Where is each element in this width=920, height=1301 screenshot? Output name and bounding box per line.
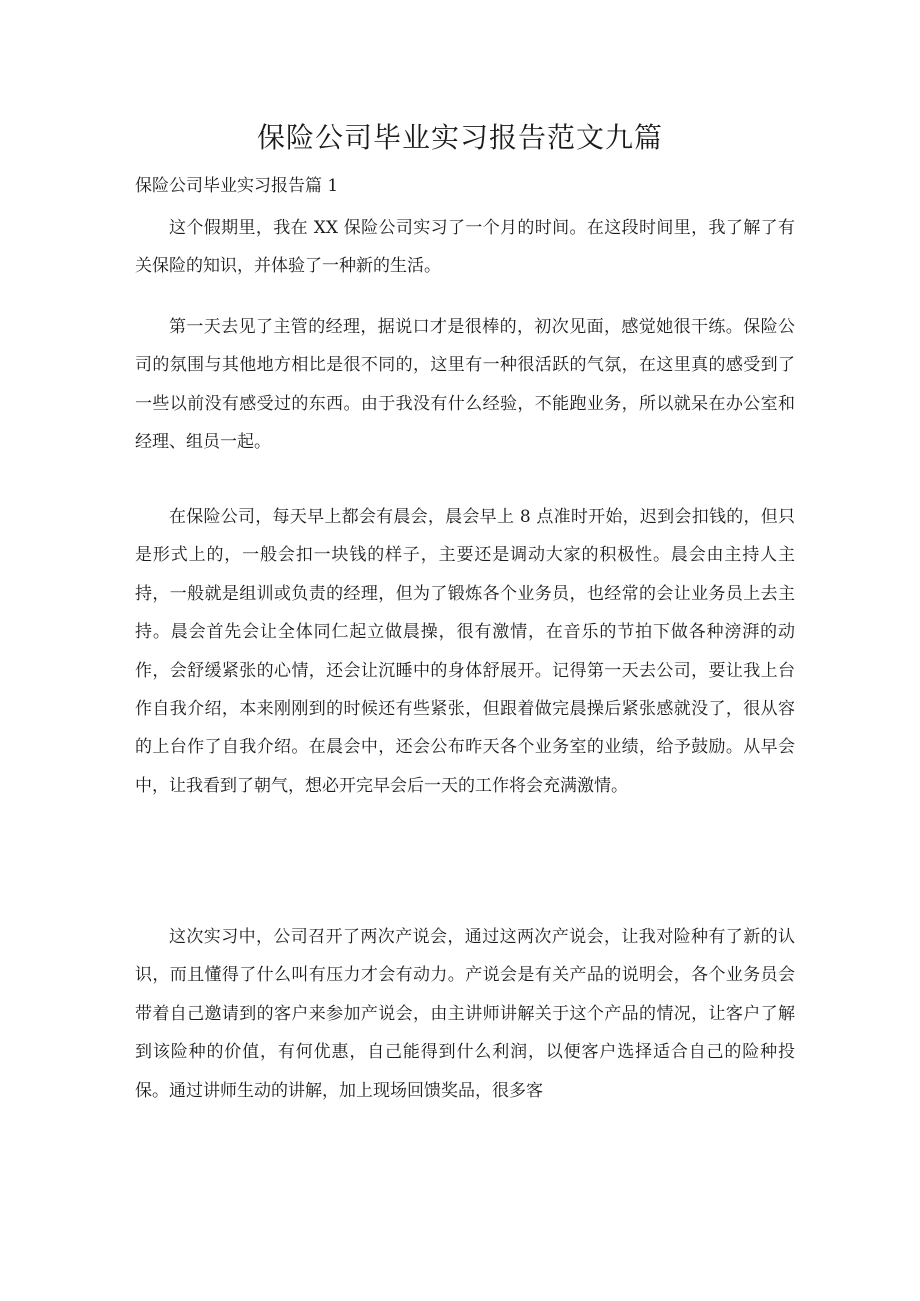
section-heading: 保险公司毕业实习报告篇 1 xyxy=(135,176,339,196)
paragraph-4: 这次实习中，公司召开了两次产说会，通过这两次产说会，让我对险种有了新的认识，而且懂得了什么叫有压力才会有动力。产说会是有关产品的说明会，各个业务员会带着自己邀请到的客户来参加产说会，由主讲师讲解关于这个产品的情况，让客户了解到该险种的价值，有何优惠，自己能得到什么利润，以便客户选择适合自己的险种投保。通过讲师生动的讲解，加上现场回馈奖品，很多客 xyxy=(135,927,795,1101)
paragraph-1: 这个假期里，我在 XX 保险公司实习了一个月的时间。在这段时间里，我了解了有关保险的知识，并体验了一种新的生活。 xyxy=(135,218,795,277)
paragraph-3: 在保险公司，每天早上都会有晨会，晨会早上 8 点准时开始，迟到会扣钱的，但只是形式上的，一般会扣一块钱的样子，主要还是调动大家的积极性。晨会由主持人主持，一般就是组训或负责的经理，但为了锻炼各个业务员，也经常的会让业务员上去主持。晨会首先会让全体同仁起立做晨操，很有激情，在音乐的节拍下做各种滂湃的动作，会舒缓紧张的心情，还会让沉睡中的身体舒展开。记得第一天去公司，要让我上台作自我介绍，本来刚刚到的时候还有些紧张，但跟着做完晨操后紧张感就没了，很从容的上台作了自我介绍。在晨会中，还会公布昨天各个业务室的业绩，给予鼓励。从早会中，让我看到了朝气，想必开完早会后一天的工作将会充满激情。 xyxy=(135,507,795,796)
document-title: 保险公司毕业实习报告范文九篇 xyxy=(256,121,663,154)
paragraph-2: 第一天去见了主管的经理，据说口才是很棒的，初次见面，感觉她很干练。保险公司的氛围与其他地方相比是很不同的，这里有一种很活跃的气氛，在这里真的感受到了一些以前没有感受过的东西。由于我没有什么经验，不能跑业务，所以就呆在办公室和经理、组员一起。 xyxy=(135,317,795,453)
